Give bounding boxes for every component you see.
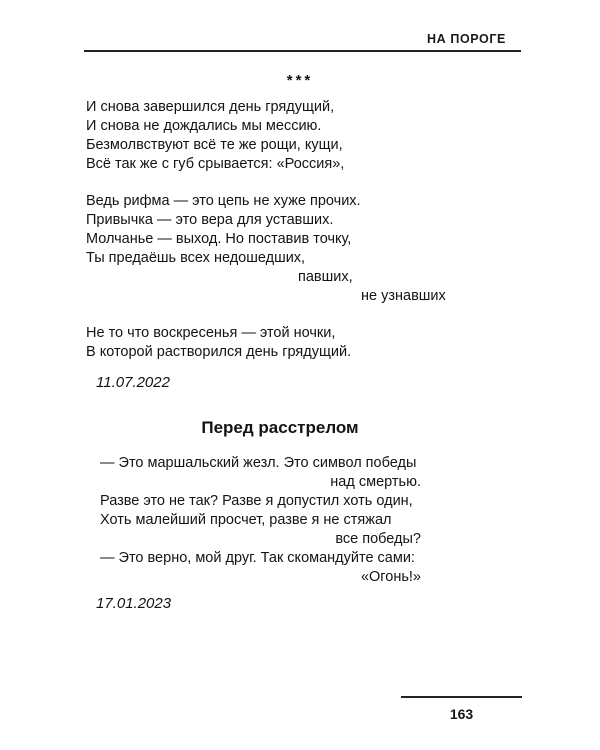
poem-line: Безмолвствуют всё те же рощи, кущи,	[86, 137, 343, 153]
poem-line: Молчанье — выход. Но поставив точку,	[86, 231, 352, 247]
poem-line: все победы?	[335, 531, 421, 547]
poem-separator: ***	[286, 72, 314, 89]
poem-line: Ведь рифма — это цепь не хуже прочих.	[86, 193, 361, 209]
poem-line: — Это верно, мой друг. Так скомандуйте сами:	[100, 550, 415, 566]
footer-rule	[401, 696, 522, 698]
poem-line: В которой растворился день грядущий.	[86, 344, 352, 360]
running-header: НА ПОРОГЕ	[427, 32, 506, 46]
poem-line: — Это маршальский жезл. Это символ победы	[100, 455, 417, 471]
poem-line: над смертью.	[330, 474, 421, 490]
poem-title: Перед расстрелом	[201, 418, 359, 437]
poem-line: Всё так же с губ срывается: «Россия»,	[86, 156, 345, 172]
poem-line: не узнавших	[361, 288, 446, 304]
poem-line: И снова завершился день грядущий,	[86, 99, 335, 115]
poem-date: 17.01.2023	[96, 595, 172, 612]
poem-line: Хоть малейший просчет, разве я не стяжал	[100, 512, 392, 528]
poem-before-execution	[100, 454, 421, 587]
page-number: 163	[449, 706, 474, 722]
poem-date: 11.07.2022	[96, 374, 170, 391]
poem-line: Ты предаёшь всех недошедших,	[86, 250, 306, 266]
poem-untitled	[86, 98, 486, 362]
header-rule	[84, 50, 521, 52]
poem-line: Привычка — это вера для уставших.	[86, 212, 334, 228]
poem-line: «Огонь!»	[360, 569, 421, 585]
poem-line: павших,	[298, 269, 353, 285]
poem-line: И снова не дождались мы мессию.	[86, 118, 322, 134]
poem-line: Разве это не так? Разве я допустил хоть один,	[100, 493, 413, 509]
poem-line: Не то что воскресенья — этой ночки,	[86, 325, 336, 341]
